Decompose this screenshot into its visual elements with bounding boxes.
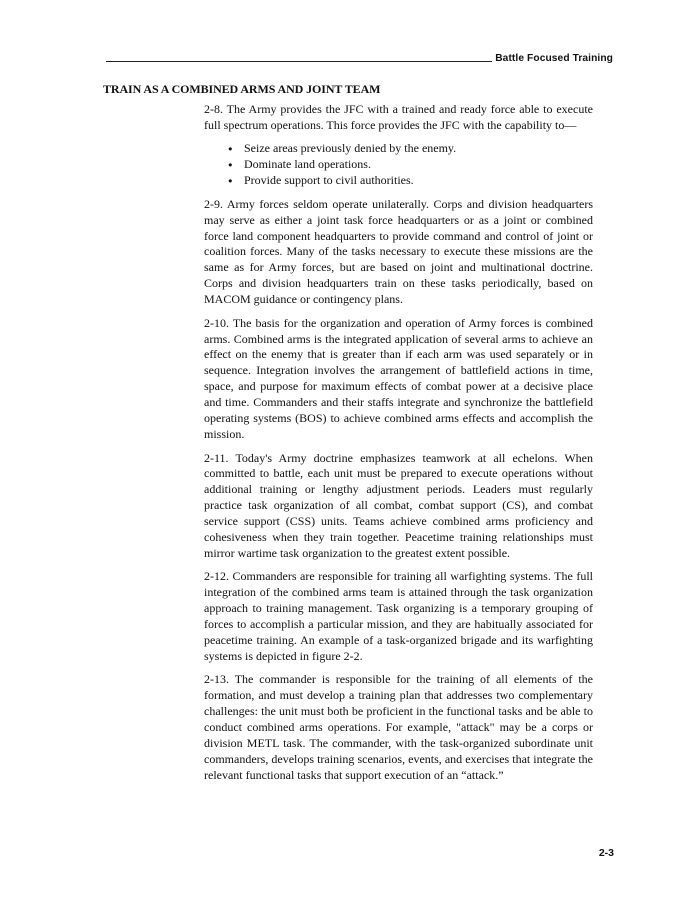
bullet-item: ● Seize areas previously denied by the enemy. bbox=[204, 141, 593, 157]
paragraph-2-9: 2-9. Army forces seldom operate unilaterally. Corps and division headquarters may serve as either a joint task force headquarters or as a joint or combined force land component headquarters to provide command and control of joint or coalition forces. Many of the tasks necessary to execute these missions are the same as for Army forces, but are based on joint and multinational doctrine. Corps and division headquarters train on these tasks periodically, based on MACOM guidance or contingency plans. bbox=[204, 196, 593, 307]
bullet-item: ● Provide support to civil authorities. bbox=[204, 173, 593, 189]
running-header-title: Battle Focused Training bbox=[495, 53, 613, 64]
paragraph-2-13: 2-13. The commander is responsible for the training of all elements of the formation, and must develop a training plan that addresses two complementary challenges: the unit must both be proficient in the functional tasks and be able to conduct combined arms operations. For example, "attack" may be a corps or division METL task. The commander, with the task-organized subordinate unit commanders, develops training scenarios, events, and exercises that integrate the relevant functional tasks that support execution of an “attack.” bbox=[204, 672, 593, 782]
header-rule bbox=[106, 61, 492, 62]
body-text-column bbox=[204, 102, 593, 791]
paragraph-2-12: 2-12. Commanders are responsible for training all warfighting systems. The full integration of the combined arms team is attained through the task organization approach to training management. Task organizing is a temporary grouping of forces to accomplish a particular mission, and they are habitually associated for peacetime training. An example of a task-organized brigade and its warfighting systems is depicted in figure 2-2. bbox=[204, 569, 593, 663]
section-heading: TRAIN AS A COMBINED ARMS AND JOINT TEAM bbox=[103, 82, 381, 96]
bullet-item: ● Dominate land operations. bbox=[204, 157, 593, 173]
paragraph-2-10: 2-10. The basis for the organization and operation of Army forces is combined arms. Combined arms is the integrated application of several arms to achieve an effect on the enemy that is greater than if each arm was used separately or in sequence. Integration involves the arrangement of battlefield actions in time, space, and purpose for maximum effects of combat power at a decisive place and time. Commanders and their staffs integrate and synchronize the battlefield operating systems (BOS) to achieve combined arms effects and accomplish the mission. bbox=[204, 315, 593, 441]
page-number: 2-3 bbox=[598, 847, 614, 859]
capability-bullet-list bbox=[204, 141, 593, 189]
paragraph-2-11: 2-11. Today's Army doctrine emphasizes teamwork at all echelons. When committed to battle, each unit must be prepared to execute operations without additional training or lengthy adjustment periods. Leaders must regularly practice task organization of all combat, combat support (CS), and combat service support (CSS) units. Teams achieve combined arms proficiency and cohesiveness when they train together. Peacetime training relationships must mirror wartime task organization to the greatest extent possible. bbox=[204, 450, 593, 560]
paragraph-2-8: 2-8. The Army provides the JFC with a trained and ready force able to execute full spectrum operations. This force provides the JFC with the capability to— bbox=[204, 102, 593, 132]
